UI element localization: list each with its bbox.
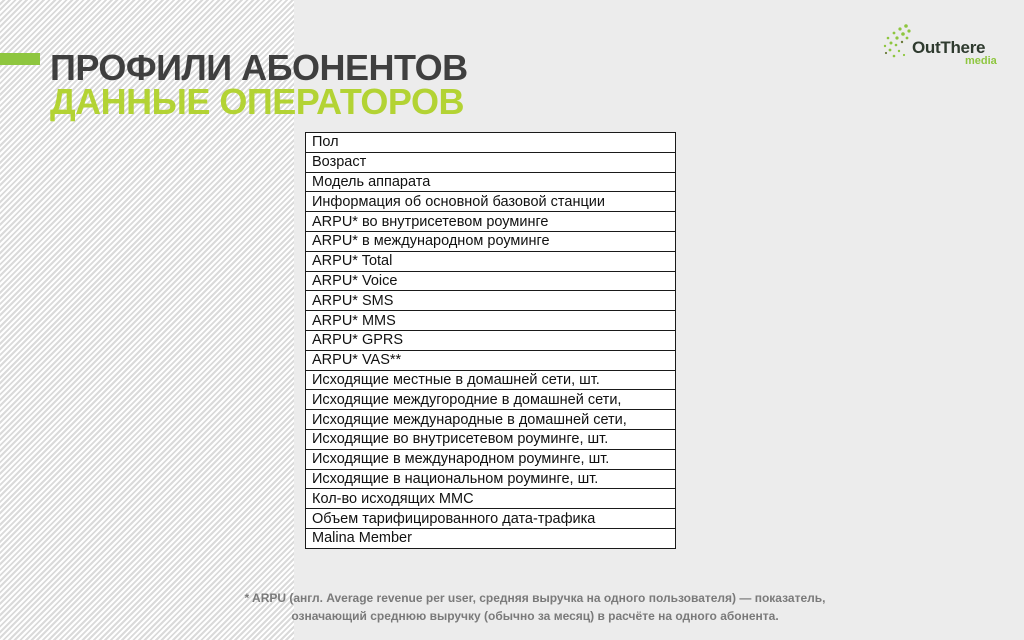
table-row [306,509,676,529]
table-cell: ARPU* SMS [306,291,676,311]
table-cell: ARPU* GPRS [306,330,676,350]
table-cell: Исходящие в международном роуминге, шт. [306,449,676,469]
footnote-line-2: означающий среднюю выручку (обычно за месяц) в расчёте на одного абонента. [291,609,779,623]
table-cell: Кол-во исходящих ММС [306,489,676,509]
subscriber-profile-table [305,132,676,549]
table-cell: Исходящие в национальном роуминге, шт. [306,469,676,489]
table-row [306,390,676,410]
table-cell: Исходящие местные в домашней сети, шт. [306,370,676,390]
table-row [306,489,676,509]
logo-subtext: media [965,55,997,67]
title-accent-bar [0,53,40,65]
table-cell: ARPU* Voice [306,271,676,291]
table-row [306,311,676,331]
table-row [306,469,676,489]
outthere-media-logo [882,22,1002,70]
table-row [306,152,676,172]
table-cell: ARPU* MMS [306,311,676,331]
table-row [306,291,676,311]
table-row [306,528,676,548]
table-row [306,271,676,291]
table-cell: Исходящие междугородние в домашней сети, [306,390,676,410]
table-cell: Malina Member [306,528,676,548]
table-cell: Возраст [306,152,676,172]
table-cell: ARPU* в международном роуминге [306,231,676,251]
table-cell: Объем тарифицированного дата-трафика [306,509,676,529]
table-row [306,133,676,153]
table-row [306,350,676,370]
logo-dots-icon [882,22,914,62]
table-row [306,212,676,232]
table-row [306,251,676,271]
table-cell: ARPU* Total [306,251,676,271]
table-cell: ARPU* VAS** [306,350,676,370]
footnote-line-1: * ARPU (англ. Average revenue per user, средняя выручка на одного пользователя) — показатель, [244,591,826,605]
arpu-footnote [170,589,900,625]
table-row [306,410,676,430]
table-cell: Пол [306,133,676,153]
table-row [306,429,676,449]
table-row [306,231,676,251]
table-row [306,370,676,390]
table-row [306,172,676,192]
table-cell: Исходящие международные в домашней сети, [306,410,676,430]
logo-name: OutThere [912,38,986,57]
table-cell: Информация об основной базовой станции [306,192,676,212]
table-cell: Исходящие во внутрисетевом роуминге, шт. [306,429,676,449]
table-row [306,330,676,350]
page-subtitle: ДАННЫЕ ОПЕРАТОРОВ [50,81,464,122]
table-row [306,449,676,469]
page-title: ПРОФИЛИ АБОНЕНТОВ [50,47,468,88]
table-row [306,192,676,212]
table-cell: ARPU* во внутрисетевом роуминге [306,212,676,232]
table-cell: Модель аппарата [306,172,676,192]
